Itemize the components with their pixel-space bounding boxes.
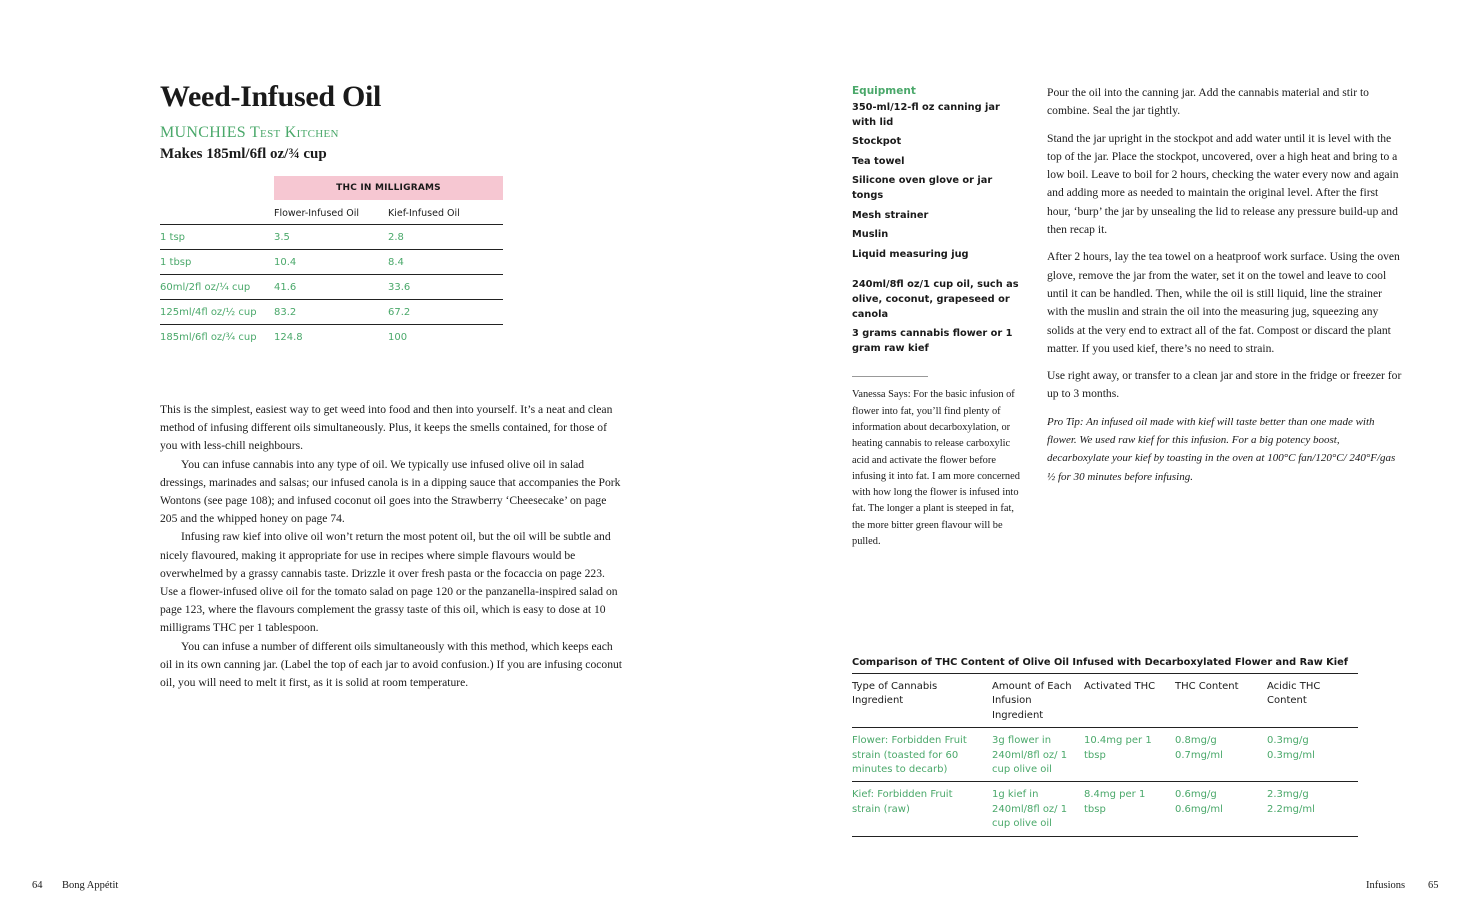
thc-col-header: Kief-Infused Oil xyxy=(388,208,460,219)
equipment-item: Silicone oven glove or jar tongs xyxy=(852,175,993,201)
thc-cell: 33.6 xyxy=(388,281,411,293)
method-step: After 2 hours, lay the tea towel on a heatproof work surface. Using the oven glove, remove the jar from the water, set it on the towel and leave to cool until it can be handled. Then, while the oil is still liquid, line the strainer with the muslin and strain the oil into the measuring jug, squeezing any solids at the very end to extract all of the fat. Compost or discard the plant matter. If you used kief, there’s no need to strain. xyxy=(1047,250,1400,355)
thc-cell: 2.8 xyxy=(388,231,404,243)
comparison-col-header: Acidic THC Content xyxy=(1267,681,1321,707)
equipment-heading: Equipment xyxy=(852,85,916,97)
section-name-footer: Infusions xyxy=(1366,880,1406,891)
thc-cell: 100 xyxy=(388,332,408,343)
kitchen-byline: MUNCHIES Test Kitchen xyxy=(160,124,339,141)
equipment-item: Mesh strainer xyxy=(852,209,929,221)
equipment-item: Tea towel xyxy=(852,155,905,167)
comparison-col-header: Type of Cannabis Ingredient xyxy=(852,681,938,707)
comparison-table xyxy=(852,657,1358,837)
comparison-cell: 8.4mg per 1 tbsp xyxy=(1084,789,1146,815)
comparison-col-header: Activated THC xyxy=(1084,681,1156,692)
comparison-cell: 3g flower in 240ml/8fl oz/ 1 cup olive oil xyxy=(992,735,1068,776)
comparison-cell: 2.3mg/g 2.2mg/ml xyxy=(1267,789,1315,815)
thc-cell: 1 tsp xyxy=(160,231,186,243)
method-text xyxy=(1047,84,1403,495)
thc-table xyxy=(160,203,503,350)
comparison-header xyxy=(852,674,1358,728)
thc-table-caption: THC IN MILLIGRAMS xyxy=(274,176,503,200)
right-page-number: 65 xyxy=(1428,880,1439,891)
comparison-cell: 1g kief in 240ml/8fl oz/ 1 cup olive oil xyxy=(992,789,1068,830)
comparison-cell: 0.6mg/g 0.6mg/ml xyxy=(1175,789,1223,815)
thc-col-header: Flower-Infused Oil xyxy=(274,208,360,219)
intro-paragraph: This is the simplest, easiest way to get weed into food and then into yourself. It’s a neat and clean method of infusing different oils simultaneously. Plus, it keeps the smells contained, for those of you with less-chill neighbours. xyxy=(160,403,613,453)
thc-table-header xyxy=(160,203,503,225)
thc-cell: 185ml/6fl oz/¾ cup xyxy=(160,332,257,343)
recipe-title: Weed-Infused Oil xyxy=(160,80,382,113)
thc-cell: 41.6 xyxy=(274,281,297,293)
comparison-cell: Kief: Forbidden Fruit strain (raw) xyxy=(852,789,953,815)
comparison-cell: 0.3mg/g 0.3mg/ml xyxy=(1267,735,1315,761)
thc-table-row xyxy=(160,325,503,350)
comparison-cell: Flower: Forbidden Fruit strain (toasted for 60 minutes to decarb) xyxy=(852,735,967,776)
ingredients-list xyxy=(852,278,1022,356)
thc-cell: 125ml/4fl oz/½ cup xyxy=(160,306,257,318)
thc-table-row xyxy=(160,300,503,325)
intro-paragraph: Infusing raw kief into olive oil won’t return the most potent oil, but the oil will be subtle and nicely flavoured, making it appropriate for use in recipes where simple flavours would be overwhelmed by a grassy cannabis taste. Drizzle it over fresh pasta or the focaccia on page 223. Use a flower-infused olive oil for the tomato salad on page 120 or the panzanella-inspired salad on page 123, where the flavours complement the grassy taste of this oil, which is easy to dose at 10 milligrams THC per 1 tablespoon. xyxy=(160,530,618,635)
thc-cell: 1 tbsp xyxy=(160,256,192,268)
equipment-item: Muslin xyxy=(852,229,889,241)
method-step: Pour the oil into the canning jar. Add the cannabis material and stir to combine. Seal the jar tightly. xyxy=(1047,86,1369,118)
comparison-col-header: THC Content xyxy=(1175,681,1239,692)
thc-cell: 10.4 xyxy=(274,256,297,268)
thc-cell: 83.2 xyxy=(274,306,297,318)
recipe-yield: Makes 185ml/6fl oz/¾ cup xyxy=(160,146,327,162)
thc-cell: 67.2 xyxy=(388,306,411,318)
comparison-col-header: Amount of Each Infusion Ingredient xyxy=(992,681,1072,721)
thc-cell: 124.8 xyxy=(274,332,303,343)
equipment-item: 350-ml/12-fl oz canning jar with lid xyxy=(852,102,1000,128)
vanessa-says-note: Vanessa Says: For the basic infusion of flower into fat, you’ll find plenty of information about decarboxylation, or heating cannabis to release carboxylic acid and activate the flower before infusing it into fat. I am more concerned with how long the flower is infused into fat. The longer a plant is steeped in fat, the more bitter green flavour will be pulled. xyxy=(852,389,1020,547)
thc-table-row xyxy=(160,250,503,275)
intro-paragraph: You can infuse cannabis into any type of oil. We typically use infused olive oil in salad dressings, marinades and salsas; our infused canola is in a dipping sauce that accompanies the Pork Wontons (see page 108); and infused coconut oil goes into the Strawberry ‘Cheesecake’ on page 205 and the whipped honey on page 74. xyxy=(160,457,621,526)
intro-text xyxy=(160,401,622,692)
intro-paragraph: You can infuse a number of different oils simultaneously with this method, which keeps each oil in its own canning jar. (Label the top of each jar to avoid confusion.) If you are infusing coconut oil, you will need to melt it first, as it is solid at room temperature. xyxy=(160,639,623,690)
method-step: Stand the jar upright in the stockpot and add water until it is level with the top of the jar. Place the stockpot, uncovered, over a high heat and bring to a low boil. Leave to boil for 2 hours, checking the water every now and again and adding more as needed to maintain the original level. After the first hour, ‘burp’ the jar by unsealing the lid to release any pressure build-up and then recap it. xyxy=(1047,131,1399,237)
thc-table-row xyxy=(160,225,503,250)
ingredient-item: 240ml/8fl oz/1 cup oil, such as olive, coconut, grapeseed or canola xyxy=(852,279,1019,320)
comparison-cell: 10.4mg per 1 tbsp xyxy=(1084,735,1152,761)
equipment-item: Stockpot xyxy=(852,136,902,148)
comparison-row xyxy=(852,782,1358,836)
thc-cell: 8.4 xyxy=(388,256,404,268)
left-page-number: 64 xyxy=(32,880,43,891)
method-step: Use right away, or transfer to a clean jar and store in the fridge or freezer for up to 3 months. xyxy=(1047,369,1402,401)
thc-cell: 3.5 xyxy=(274,231,290,243)
book-title-footer: Bong Appétit xyxy=(62,880,119,891)
ingredient-item: 3 grams cannabis flower or 1 gram raw kief xyxy=(852,328,1013,354)
divider xyxy=(852,376,928,377)
comparison-row xyxy=(852,728,1358,782)
sidebar-column xyxy=(852,85,1022,550)
comparison-caption: Comparison of THC Content of Olive Oil Infused with Decarboxylated Flower and Raw Kief xyxy=(852,657,1358,674)
thc-table-row xyxy=(160,275,503,300)
equipment-item: Liquid measuring jug xyxy=(852,248,969,260)
comparison-cell: 0.8mg/g 0.7mg/ml xyxy=(1175,735,1223,761)
thc-cell: 60ml/2fl oz/¼ cup xyxy=(160,281,251,293)
pro-tip: Pro Tip: An infused oil made with kief will taste better than one made with flower. We used raw kief for this infusion. For a big potency boost, decarboxylate your kief by toasting in the oven at 100°C fan/120°C/ 240°F/gas ½ for 30 minutes before infusing. xyxy=(1047,415,1396,483)
